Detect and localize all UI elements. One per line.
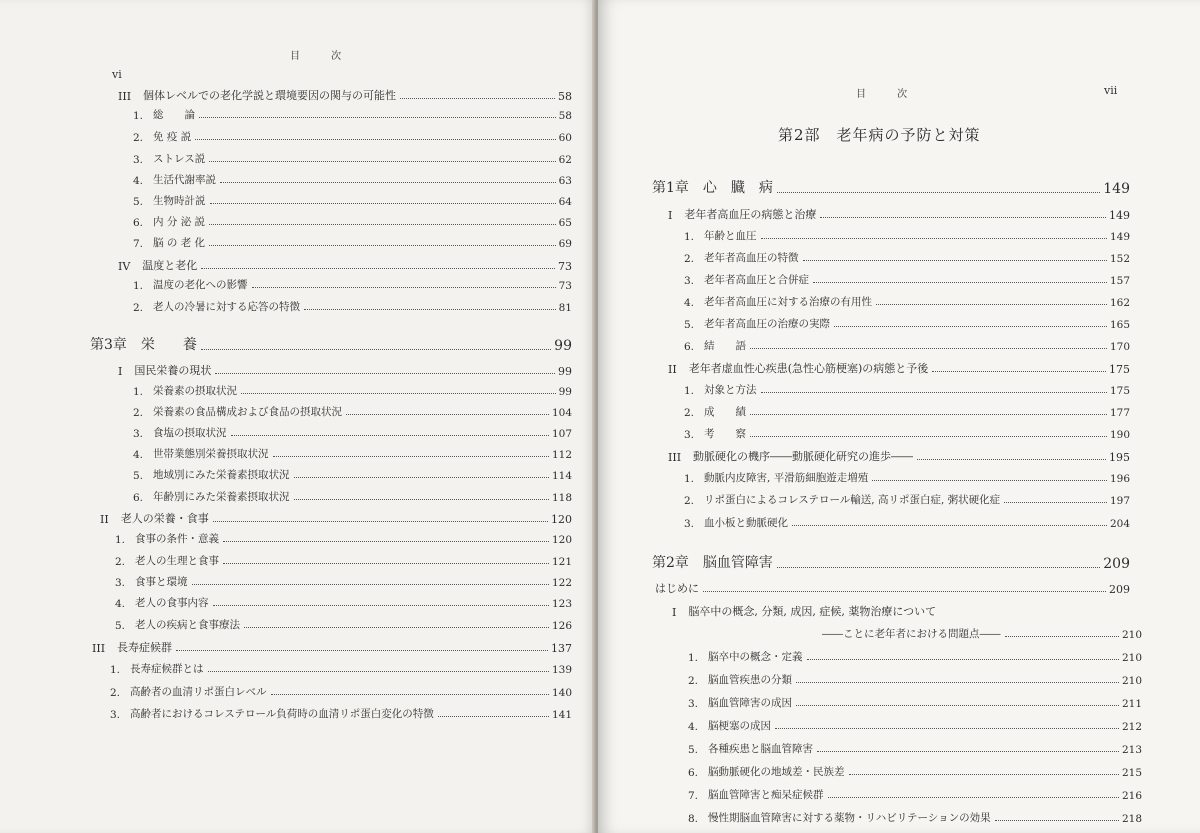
toc-entry-page: 121 <box>551 556 572 568</box>
toc-entry-title: 食塩の摂取状況 <box>153 427 227 439</box>
right-toc-row <box>655 580 1130 596</box>
toc-entry-title: 脳血管障害 <box>702 555 773 571</box>
toc-entry-title: 結 語 <box>704 340 747 352</box>
toc-entry-page: 58 <box>558 110 572 122</box>
toc-entry-number: 3. <box>684 429 695 441</box>
toc-leader-dots <box>220 182 556 183</box>
toc-entry-page: 215 <box>1121 767 1142 779</box>
toc-leader-dots <box>703 591 1106 592</box>
right-toc-row <box>684 250 1130 265</box>
toc-entry-page: 137 <box>551 642 572 655</box>
left-header-title: 目 次 <box>290 51 356 62</box>
toc-entry-title: 長寿症候群とは <box>130 663 204 675</box>
right-toc-row <box>684 338 1130 353</box>
toc-entry-page: 60 <box>558 132 572 144</box>
toc-entry-number: 6. <box>133 492 144 504</box>
toc-entry-page: 81 <box>558 302 572 314</box>
toc-leader-dots <box>192 584 549 585</box>
toc-leader-dots <box>872 480 1107 481</box>
toc-entry-number: I <box>668 209 673 222</box>
toc-leader-dots <box>223 563 549 564</box>
toc-entry-title: 老人の生理と食事 <box>135 555 220 567</box>
toc-leader-dots <box>201 268 555 269</box>
right-toc-row <box>688 810 1142 825</box>
toc-entry-page: 175 <box>1109 385 1130 397</box>
toc-entry-title: 年齢別にみた栄養素摂取状況 <box>153 491 290 503</box>
toc-entry-page: 139 <box>551 664 572 676</box>
toc-leader-dots <box>209 161 555 162</box>
toc-leader-dots <box>750 436 1107 437</box>
left-toc-row <box>118 87 572 103</box>
toc-leader-dots <box>761 238 1107 239</box>
toc-entry-title: 老年者虚血性心疾患(急性心筋梗塞)の病態と予後 <box>688 362 929 375</box>
toc-entry-title: 栄 養 <box>140 337 197 353</box>
toc-leader-dots <box>209 224 556 225</box>
toc-entry-page: 211 <box>1121 698 1142 710</box>
toc-entry-title: 栄養素の食品構成および食品の摂取状況 <box>153 406 343 418</box>
right-toc-row <box>684 228 1130 243</box>
toc-entry-title: 総 論 <box>153 109 196 121</box>
toc-leader-dots <box>796 705 1119 706</box>
toc-entry-title: 血小板と動脈硬化 <box>704 517 789 529</box>
right-toc-row <box>688 764 1142 779</box>
toc-entry-title: 動脈内皮障害, 平滑筋細胞遊走増殖 <box>704 472 869 484</box>
toc-entry-title: 老年者高血圧の特徴 <box>704 252 799 264</box>
toc-entry-page: 162 <box>1109 297 1130 309</box>
toc-entry-page: 149 <box>1109 231 1130 243</box>
toc-entry-number: 2. <box>684 495 695 507</box>
toc-entry-page: 69 <box>558 238 572 250</box>
toc-leader-dots <box>817 751 1119 752</box>
toc-entry-title: 食事と環境 <box>135 576 188 588</box>
toc-entry-number: 5. <box>688 744 699 756</box>
toc-leader-dots <box>273 456 549 457</box>
toc-entry-number: 2. <box>688 675 699 687</box>
right-page-number: vii <box>1104 84 1118 97</box>
toc-entry-page: 210 <box>1121 675 1142 687</box>
toc-entry-number: 4. <box>115 598 126 610</box>
toc-entry-page: 216 <box>1121 790 1142 802</box>
toc-leader-dots <box>201 349 551 350</box>
toc-entry-number: 1. <box>133 280 144 292</box>
toc-leader-dots <box>215 373 555 374</box>
left-toc-row <box>100 510 572 526</box>
toc-entry-title: 地域別にみた栄養素摂取状況 <box>153 469 290 481</box>
toc-entry-title: 高齢者におけるコレステロール負荷時の血清リポ蛋白変化の特徴 <box>130 708 434 720</box>
toc-leader-dots <box>231 435 549 436</box>
toc-entry-number: 6. <box>684 341 695 353</box>
toc-entry-title: 考 察 <box>704 428 747 440</box>
toc-leader-dots <box>834 326 1107 327</box>
toc-entry-number: 6. <box>688 767 699 779</box>
toc-leader-dots <box>1005 636 1119 637</box>
left-toc-row <box>110 684 572 699</box>
toc-entry-number: 1. <box>133 386 144 398</box>
toc-leader-dots <box>750 348 1107 349</box>
toc-entry-title: 免 疫 説 <box>153 131 192 143</box>
toc-entry-title: 栄養素の摂取状況 <box>153 385 238 397</box>
toc-entry-page: 122 <box>551 577 572 589</box>
toc-entry-page: 118 <box>551 492 572 504</box>
left-toc-row <box>110 706 572 721</box>
toc-entry-number: 1. <box>684 385 695 397</box>
toc-leader-dots <box>244 627 549 628</box>
toc-leader-dots <box>213 521 548 522</box>
toc-entry-number: 2. <box>684 253 695 265</box>
toc-leader-dots <box>849 774 1119 775</box>
toc-leader-dots <box>876 304 1107 305</box>
toc-entry-number: 3. <box>688 698 699 710</box>
toc-entry-page: 123 <box>551 598 572 610</box>
right-toc-row <box>688 649 1142 664</box>
left-toc-row <box>133 193 572 208</box>
toc-entry-number: 7. <box>688 790 699 802</box>
toc-entry-title: 心 臓 病 <box>702 180 773 196</box>
left-toc-row <box>133 383 572 398</box>
toc-entry-page: 58 <box>558 90 572 103</box>
toc-leader-dots <box>304 309 556 310</box>
toc-leader-dots <box>995 820 1119 821</box>
toc-entry-page: 99 <box>558 365 572 378</box>
toc-entry-page: 197 <box>1109 495 1130 507</box>
toc-entry-title: 慢性期脳血管障害に対する薬物・リハビリテーションの効果 <box>708 812 991 824</box>
toc-entry-page: 165 <box>1109 319 1130 331</box>
left-toc-row <box>115 617 572 632</box>
toc-entry-title: 高齢者の血清リポ蛋白レベル <box>130 686 267 698</box>
toc-entry-number: 2. <box>110 687 121 699</box>
toc-entry-page: 149 <box>1109 209 1130 222</box>
toc-entry-number: 3. <box>110 709 121 721</box>
toc-leader-dots <box>223 541 549 542</box>
toc-entry-number: 1. <box>684 473 695 485</box>
toc-leader-dots <box>775 728 1119 729</box>
left-toc-row <box>133 129 572 144</box>
toc-entry-page: 152 <box>1109 253 1130 265</box>
toc-entry-number: 3. <box>115 577 126 589</box>
toc-entry-title: 老年者高血圧の治療の実際 <box>704 318 831 330</box>
toc-entry-number: III <box>92 642 106 655</box>
toc-entry-number: IV <box>118 260 131 273</box>
toc-entry-number: 5. <box>133 196 144 208</box>
toc-entry-title: 脳血管障害と痴呆症候群 <box>708 789 824 801</box>
toc-entry-number: III <box>118 90 132 103</box>
toc-entry-page: 63 <box>558 175 572 187</box>
right-toc-row <box>684 294 1130 309</box>
toc-entry-page: 112 <box>551 449 572 461</box>
toc-entry-title: 脳血管障害の成因 <box>708 697 793 709</box>
left-toc-row <box>133 235 572 250</box>
toc-entry-number: 4. <box>133 449 144 461</box>
left-toc-row <box>133 107 572 122</box>
toc-entry-title: 老人の食事内容 <box>135 597 209 609</box>
toc-entry-number: III <box>668 451 682 464</box>
toc-entry-page: 196 <box>1109 473 1130 485</box>
toc-entry-page: 204 <box>1109 518 1130 530</box>
toc-leader-dots <box>294 499 549 500</box>
toc-entry-number: II <box>668 363 677 376</box>
toc-entry-page: 141 <box>551 709 572 721</box>
left-toc-row <box>92 639 572 655</box>
toc-entry-number: 3. <box>684 518 695 530</box>
toc-entry-page: 73 <box>558 260 572 273</box>
left-toc-row <box>133 489 572 504</box>
toc-leader-dots <box>932 371 1106 372</box>
left-toc-row <box>133 425 572 440</box>
toc-entry-title: 老人の疾病と食事療法 <box>135 619 241 631</box>
toc-entry-page: 140 <box>551 687 572 699</box>
right-toc-row <box>668 360 1130 376</box>
toc-entry-title: 対象と方法 <box>704 384 757 396</box>
right-toc-row <box>688 672 1142 687</box>
toc-leader-dots <box>796 682 1119 683</box>
left-toc-row <box>133 467 572 482</box>
toc-entry-number: I <box>672 606 677 619</box>
toc-leader-dots <box>1004 502 1107 503</box>
toc-leader-dots <box>176 650 548 651</box>
toc-entry-page: 209 <box>1103 556 1130 572</box>
toc-entry-title: 脳梗塞の成因 <box>708 720 772 732</box>
toc-leader-dots <box>777 192 1100 193</box>
toc-entry-page: 190 <box>1109 429 1130 441</box>
right-header-title: 目 次 <box>856 89 922 100</box>
toc-entry-title: 年齢と血圧 <box>704 230 757 242</box>
right-toc-row <box>688 695 1142 710</box>
toc-entry-title: 各種疾患と脳血管障害 <box>708 743 814 755</box>
toc-leader-dots <box>199 117 556 118</box>
toc-entry-title: 動脈硬化の機序――動脈硬化研究の進歩―― <box>693 450 914 463</box>
toc-leader-dots <box>761 392 1107 393</box>
right-toc-row <box>688 718 1142 733</box>
toc-entry-number: 4. <box>684 297 695 309</box>
toc-entry-title: 生物時計説 <box>153 195 206 207</box>
left-toc-row <box>90 334 572 354</box>
left-toc-row <box>115 595 572 610</box>
toc-entry-number: 1. <box>115 534 126 546</box>
toc-entry-number: 8. <box>688 813 699 825</box>
toc-entry-number: 1. <box>688 652 699 664</box>
toc-entry-number: 4. <box>688 721 699 733</box>
toc-entry-title: ストレス説 <box>153 153 206 165</box>
toc-entry-number: 1. <box>133 110 144 122</box>
toc-entry-number: 3. <box>133 154 144 166</box>
toc-entry-number: 3. <box>684 275 695 287</box>
left-toc-row <box>133 151 572 166</box>
left-toc-row <box>133 299 572 314</box>
left-toc-row <box>115 574 572 589</box>
toc-entry-title: ――ことに老年者における問題点―― <box>822 628 1001 640</box>
toc-leader-dots <box>346 414 549 415</box>
toc-leader-dots <box>820 217 1106 218</box>
toc-leader-dots <box>807 659 1119 660</box>
right-toc-row <box>684 272 1130 287</box>
toc-leader-dots <box>209 245 556 246</box>
toc-entry-page: 170 <box>1109 341 1130 353</box>
toc-entry-page: 104 <box>551 407 572 419</box>
toc-entry-title: 脳卒中の概念・定義 <box>708 651 803 663</box>
toc-entry-page: 213 <box>1121 744 1142 756</box>
toc-entry-page: 65 <box>558 217 572 229</box>
right-toc-row <box>684 404 1130 419</box>
right-toc-row <box>668 206 1130 222</box>
right-toc-row <box>668 448 1130 464</box>
left-toc-row <box>133 446 572 461</box>
right-toc-row <box>684 426 1130 441</box>
toc-entry-page: 114 <box>551 470 572 482</box>
toc-leader-dots <box>828 797 1119 798</box>
toc-entry-number: 第1章 <box>652 180 689 196</box>
toc-entry-title: リポ蛋白によるコレステロール輸送, 高リポ蛋白症, 粥状硬化症 <box>704 494 1001 506</box>
toc-leader-dots <box>777 567 1100 568</box>
toc-leader-dots <box>208 671 549 672</box>
toc-entry-title: 世帯業態別栄養摂取状況 <box>153 448 269 460</box>
toc-leader-dots <box>803 260 1107 261</box>
toc-entry-title: 老人の冷暑に対する応答の特徴 <box>153 301 301 313</box>
toc-entry-page: 157 <box>1109 275 1130 287</box>
toc-entry-page: 210 <box>1121 652 1142 664</box>
toc-entry-title: 内 分 泌 説 <box>153 216 206 228</box>
toc-entry-title: 温度と老化 <box>142 259 198 272</box>
toc-entry-title: 食事の条件・意義 <box>135 533 220 545</box>
toc-entry-title: 脳動脈硬化の地域差・民族差 <box>708 766 845 778</box>
left-toc-row <box>133 172 572 187</box>
left-toc-row <box>115 531 572 546</box>
toc-leader-dots <box>917 459 1106 460</box>
toc-entry-number: 2. <box>133 132 144 144</box>
toc-leader-dots <box>213 605 549 606</box>
toc-entry-number: 2. <box>115 556 126 568</box>
right-toc-row <box>688 741 1142 756</box>
toc-entry-number: I <box>118 365 123 378</box>
left-toc-row <box>118 362 572 378</box>
toc-entry-number: 2. <box>684 407 695 419</box>
toc-entry-page: 177 <box>1109 407 1130 419</box>
right-toc-row <box>684 515 1130 530</box>
toc-leader-dots <box>271 694 549 695</box>
toc-leader-dots <box>438 716 549 717</box>
toc-entry-title: 生活代謝率説 <box>153 174 217 186</box>
toc-entry-number: 第2章 <box>652 555 689 571</box>
toc-entry-page: 120 <box>551 534 572 546</box>
toc-entry-page: 175 <box>1109 363 1130 376</box>
toc-leader-dots <box>195 139 555 140</box>
right-toc-row <box>652 552 1130 572</box>
toc-leader-dots <box>210 203 556 204</box>
right-toc-row <box>652 177 1130 197</box>
right-toc-row <box>688 787 1142 802</box>
toc-leader-dots <box>241 393 556 394</box>
toc-entry-page: 99 <box>554 338 572 354</box>
toc-entry-title: はじめに <box>655 582 699 595</box>
right-toc-row <box>684 382 1130 397</box>
toc-entry-title: 国民栄養の現状 <box>134 364 212 377</box>
left-toc-row <box>133 277 572 292</box>
toc-leader-dots <box>792 525 1107 526</box>
toc-entry-page: 64 <box>558 196 572 208</box>
toc-entry-number: 第3章 <box>90 337 127 353</box>
toc-entry-title: 老年者高血圧と合併症 <box>704 274 810 286</box>
toc-entry-number: 2. <box>133 302 144 314</box>
toc-entry-number: 3. <box>133 428 144 440</box>
toc-entry-number: 5. <box>684 319 695 331</box>
toc-entry-number: 6. <box>133 217 144 229</box>
toc-entry-page: 209 <box>1109 583 1130 596</box>
right-toc-row <box>684 492 1130 507</box>
right-toc-row <box>684 316 1130 331</box>
toc-entry-title: 老年者高血圧に対する治療の有用性 <box>704 296 873 308</box>
toc-entry-page: 126 <box>551 620 572 632</box>
toc-entry-number: 7. <box>133 238 144 250</box>
left-toc-row <box>118 257 572 273</box>
toc-entry-title: 老人の栄養・食事 <box>120 512 209 525</box>
toc-entry-title: 脳 の 老 化 <box>153 237 206 249</box>
toc-entry-page: 212 <box>1121 721 1142 733</box>
toc-entry-title: 長寿症候群 <box>117 641 173 654</box>
toc-entry-page: 120 <box>551 513 572 526</box>
toc-entry-page: 73 <box>558 280 572 292</box>
toc-leader-dots <box>750 414 1107 415</box>
toc-entry-number: 5. <box>133 470 144 482</box>
toc-entry-number: 2. <box>133 407 144 419</box>
toc-entry-number: 4. <box>133 175 144 187</box>
toc-leader-dots <box>813 282 1107 283</box>
toc-entry-page: 62 <box>558 154 572 166</box>
toc-entry-number: II <box>100 513 109 526</box>
toc-entry-title: 個体レベルでの老化学説と環境要因の関与の可能性 <box>143 89 397 102</box>
toc-entry-page: 210 <box>1121 629 1142 641</box>
part-title: 第2部 老年病の予防と対策 <box>778 126 981 144</box>
toc-leader-dots <box>252 287 556 288</box>
toc-entry-title: 成 績 <box>704 406 747 418</box>
right-toc-row <box>822 626 1142 641</box>
toc-entry-title: 脳卒中の概念, 分類, 成因, 症候, 薬物治療について <box>688 605 937 618</box>
toc-entry-number: 5. <box>115 620 126 632</box>
left-toc-row <box>133 214 572 229</box>
left-toc-row <box>133 404 572 419</box>
toc-leader-dots <box>294 477 549 478</box>
toc-entry-title: 温度の老化への影響 <box>153 279 248 291</box>
toc-leader-dots <box>400 98 555 99</box>
toc-entry-page: 218 <box>1121 813 1142 825</box>
toc-entry-page: 107 <box>551 428 572 440</box>
left-toc-row <box>115 553 572 568</box>
toc-entry-page: 149 <box>1103 181 1130 197</box>
toc-entry-number: 1. <box>684 231 695 243</box>
right-toc-row <box>672 603 1130 619</box>
toc-entry-page: 195 <box>1109 451 1130 464</box>
left-page-number: vi <box>112 68 122 81</box>
toc-entry-number: 1. <box>110 664 121 676</box>
toc-entry-title: 脳血管疾患の分類 <box>708 674 793 686</box>
toc-entry-page: 99 <box>558 386 572 398</box>
toc-entry-title: 老年者高血圧の病態と治療 <box>684 208 817 221</box>
left-toc-row <box>110 661 572 676</box>
right-toc-row <box>684 470 1130 485</box>
